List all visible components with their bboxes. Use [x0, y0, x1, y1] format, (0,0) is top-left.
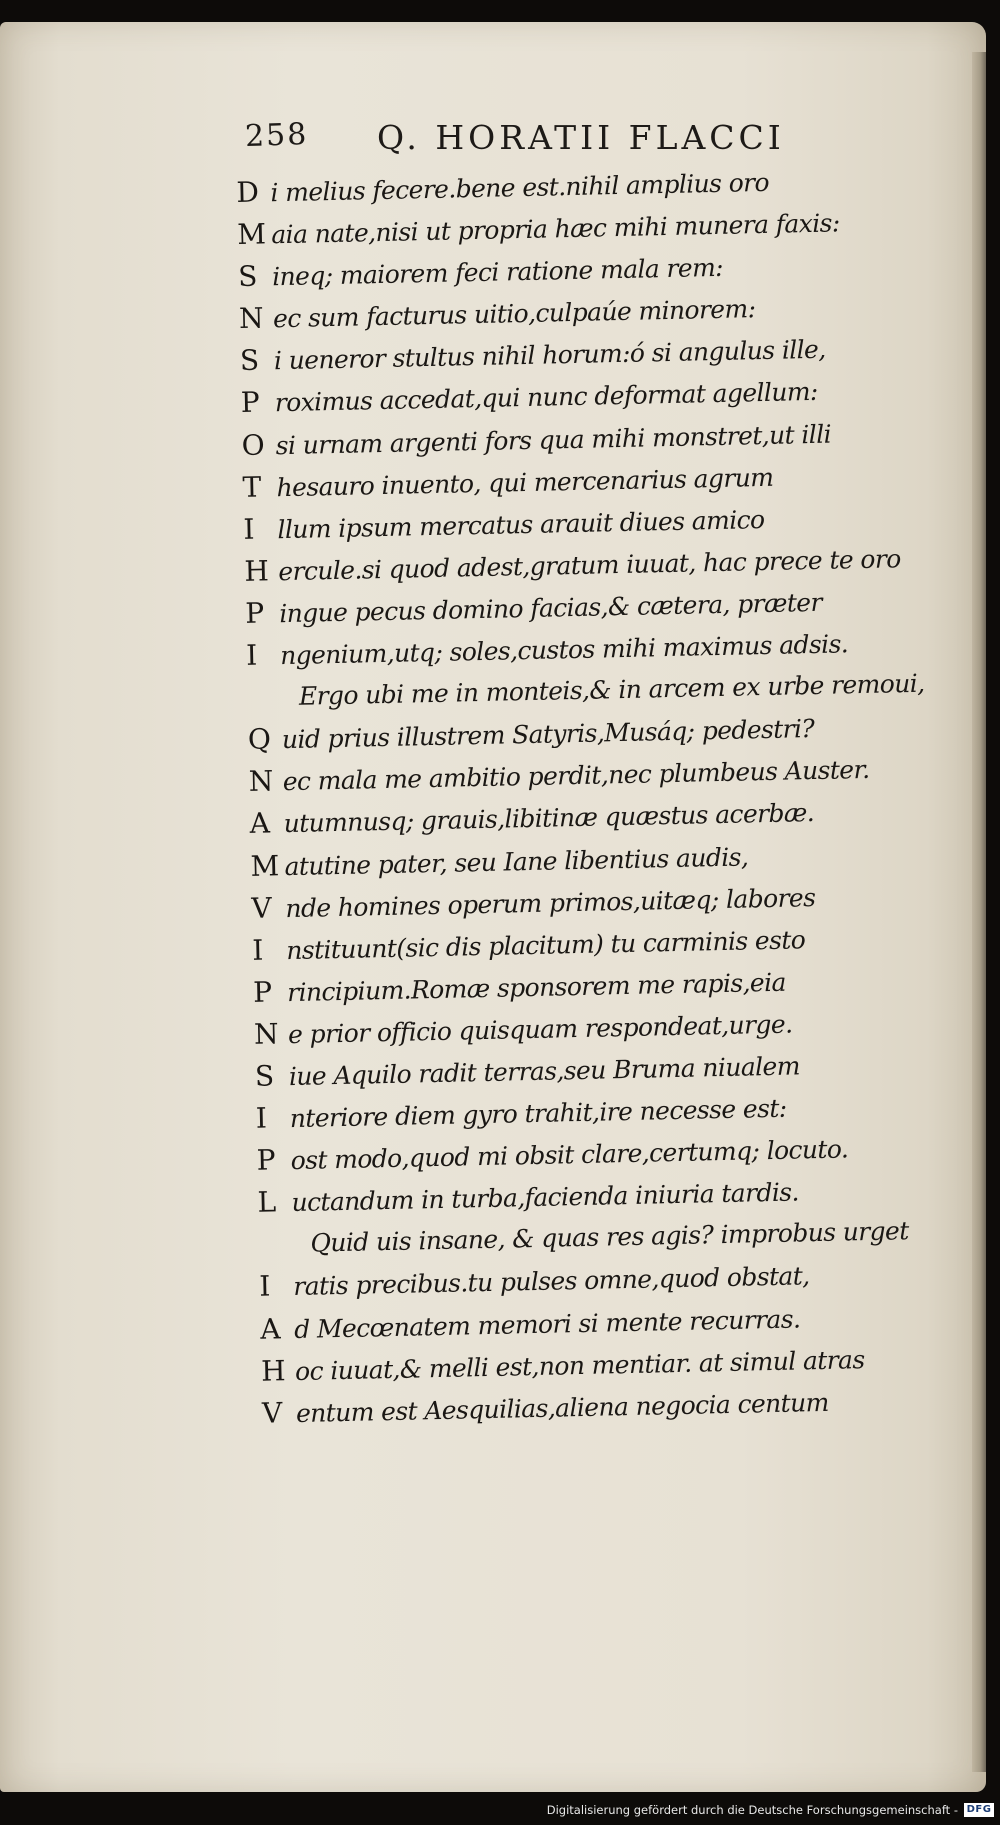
verse-initial: P: [240, 386, 261, 420]
verse-text: si urnam argenti fors qua mihi monstret,ut illi: [275, 419, 832, 460]
verse-text: llum ipsum mercatus arauit diues amico: [277, 504, 765, 544]
verse-text: ost modo,quod mi obsit clare,certumq; locuto.: [290, 1134, 849, 1176]
verse-initial: P: [256, 1143, 276, 1177]
verse-text: ercule.si quod adest,gratum iuuat, hac prece te oro: [278, 544, 901, 587]
verse-initial: I: [243, 512, 255, 546]
verse-initial: Q: [247, 722, 272, 757]
verse-text: Quid uis insane, & quas res agis? improbus urget: [310, 1216, 909, 1259]
verse-initial: P: [252, 975, 273, 1009]
verse-text: atutine pater, seu Iane libentius audis,: [284, 841, 749, 881]
footer-credit: Digitalisierung gefördert durch die Deutsche Forschungsgemeinschaft -: [546, 1803, 958, 1817]
verse-text: e prior officio quisquam respondeat,urge.: [287, 1009, 793, 1049]
page-header: [245, 118, 865, 158]
dfg-logo: DFG: [964, 1803, 994, 1817]
verse-text: nstituunt(sic dis placitum) tu carminis esto: [286, 924, 806, 965]
verse-text: d Mecœnatem memori si mente recurras.: [293, 1303, 801, 1344]
verse-text: i melius fecere.bene est.nihil amplius oro: [270, 167, 770, 208]
verse-text: uctandum in turba,facienda iniuria tardis.: [291, 1177, 800, 1218]
book-page: [0, 22, 986, 1792]
verse-initial: S: [237, 259, 258, 294]
footer-bar: [0, 1792, 1000, 1825]
verse-text: ineq; maiorem feci ratione mala rem:: [271, 253, 724, 292]
verse-initial: S: [239, 343, 260, 378]
verse-text: nde homines operum primos,uitæq; labores: [285, 882, 816, 923]
verse-text: aia nate,nisi ut propria hæc mihi munera faxis:: [271, 208, 840, 250]
verse-initial: P: [244, 596, 265, 630]
running-title: Q. HORATII FLACCI: [377, 118, 785, 157]
verse-initial: A: [259, 1311, 281, 1346]
verse-text: oc iuuat,& melli est,non mentiar. at simul atras: [294, 1344, 865, 1386]
verse-initial: M: [236, 217, 267, 252]
verse-text: nteriore diem gyro trahit,ire necesse est:: [289, 1093, 787, 1134]
verse-initial: I: [259, 1269, 271, 1304]
verse-initial: L: [257, 1185, 277, 1220]
verse-text: iue Aquilo radit terras,seu Bruma niualem: [288, 1051, 801, 1092]
verse-text: rincipium.Romæ sponsorem me rapis,eia: [286, 967, 787, 1007]
page-number: 258: [244, 116, 309, 155]
verse-initial: N: [248, 764, 274, 799]
page-edge-shadow: [972, 52, 986, 1772]
verse-text: ngenium,utq; soles,custos mihi maximus adsis.: [279, 629, 849, 671]
verse-initial: M: [250, 848, 280, 883]
verse-initial: O: [241, 428, 266, 462]
verse-text: i ueneror stultus nihil horum:ó si angulus ille,: [273, 335, 826, 376]
verse-text: ec sum facturus uitio,culpaúe minorem:: [272, 294, 756, 334]
verse-text: utumnusq; grauis,libitinæ quæstus acerbæ.: [283, 798, 815, 839]
verse-text: roximus accedat,qui nunc deformat agellum:: [274, 377, 819, 418]
verse-text: ingue pecus domino facias,& cætera, præter: [278, 587, 823, 629]
verse-block: [236, 158, 942, 1435]
verse-initial: T: [242, 470, 262, 504]
verse-initial: N: [253, 1017, 279, 1051]
verse-text: ec mala me ambitio perdit,nec plumbeus Auster.: [282, 755, 870, 797]
verse-initial: D: [236, 175, 260, 209]
verse-initial: [259, 1252, 293, 1253]
verse-initial: I: [255, 1101, 268, 1135]
verse-initial: I: [245, 638, 258, 672]
verse-initial: H: [244, 554, 270, 588]
verse-text: Ergo ubi me in monteis,& in arcem ex urbe remoui,: [298, 668, 925, 711]
verse-text: uid prius illustrem Satyris,Musáq; pedestri?: [281, 714, 815, 755]
verse-text: hesauro inuento, qui mercenarius agrum: [276, 462, 774, 502]
verse-text: ratis precibus.tu pulses omne,quod obstat,: [293, 1261, 810, 1302]
verse-initial: V: [261, 1396, 283, 1430]
verse-text: entum est Aesquilias,aliena negocia centum: [295, 1387, 829, 1428]
verse-initial: V: [251, 891, 272, 925]
verse-initial: N: [238, 301, 264, 336]
verse-initial: S: [254, 1059, 275, 1093]
verse-initial: I: [251, 933, 264, 967]
verse-initial: A: [249, 806, 271, 841]
verse-initial: H: [260, 1353, 286, 1388]
verse-initial: [247, 705, 281, 706]
